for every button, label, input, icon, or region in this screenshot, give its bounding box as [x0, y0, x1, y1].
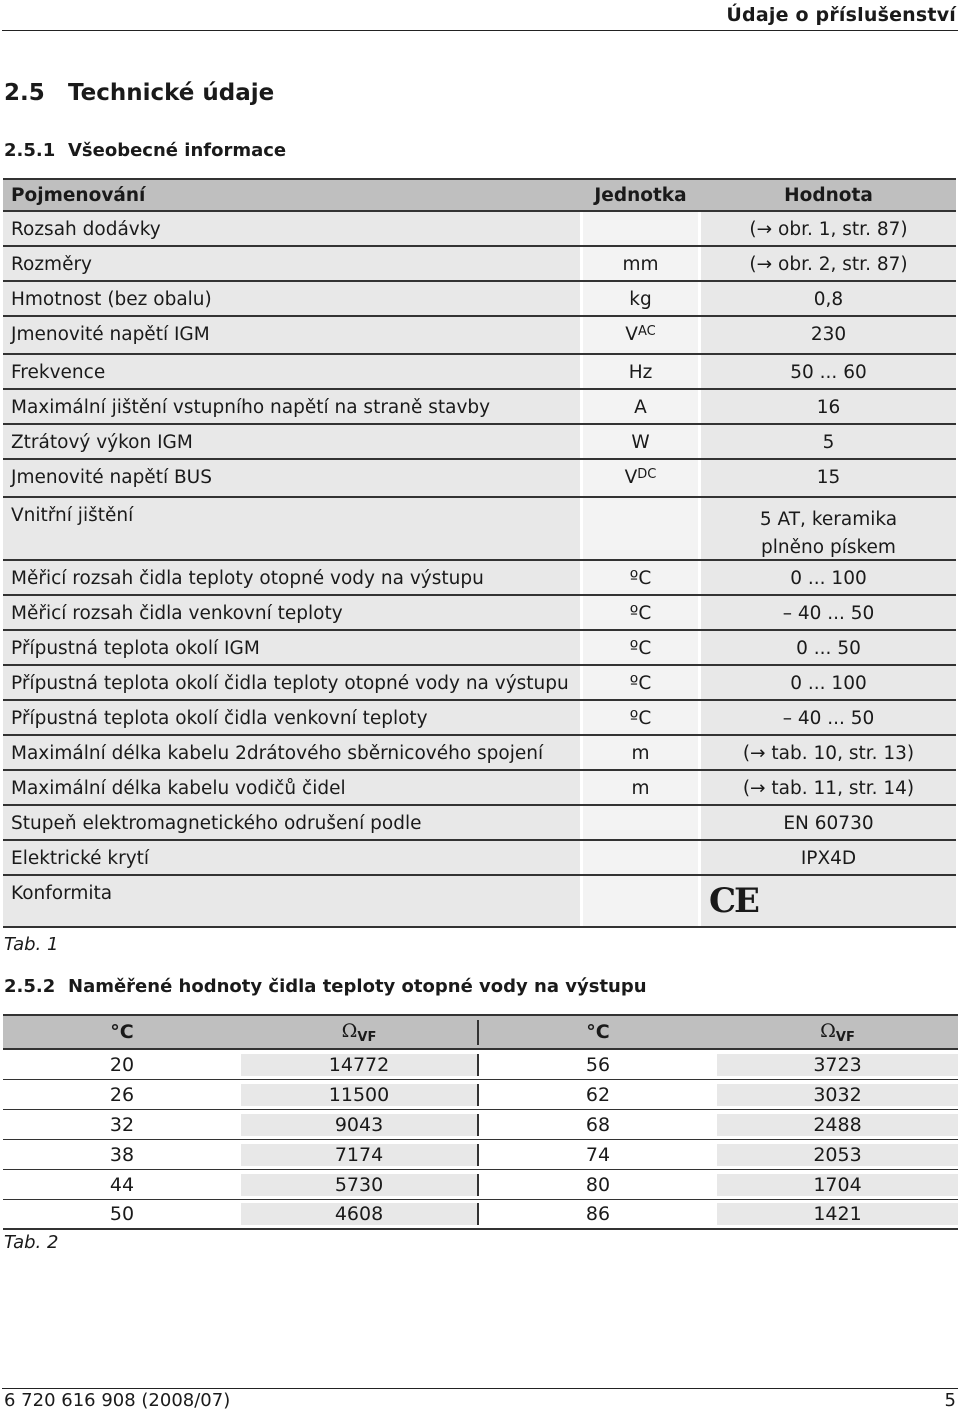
- cell-value: [701, 876, 956, 926]
- table-row: [3, 631, 956, 666]
- table-row: [3, 666, 956, 701]
- cell-unit: [583, 806, 698, 839]
- table-row: [3, 1110, 958, 1140]
- table-row: [3, 317, 956, 355]
- cell-name: Jmenovité napětí IGM: [3, 317, 580, 353]
- cell-name: Přípustná teplota okolí IGM: [3, 631, 580, 664]
- cell-resistance: 2053: [717, 1144, 958, 1166]
- table-row: [3, 498, 956, 561]
- cell-value: (→ tab. 11, str. 14): [701, 771, 956, 804]
- cell-name: Jmenovité napětí BUS: [3, 460, 580, 496]
- cell-value: (→ obr. 1, str. 87): [701, 212, 956, 245]
- cell-name: Přípustná teplota okolí čidla venkovní teploty: [3, 701, 580, 734]
- cell-temperature: 56: [479, 1054, 717, 1076]
- cell-name: Frekvence: [3, 355, 580, 388]
- sensor-values-table: [3, 1014, 958, 1230]
- table-row: [3, 841, 956, 876]
- cell-unit: [583, 876, 698, 926]
- cell-resistance: 7174: [241, 1144, 479, 1166]
- table-body: [3, 1050, 958, 1230]
- cell-name: Vnitřní jištění: [3, 498, 580, 559]
- table-row: [3, 1200, 958, 1230]
- cell-temperature: 68: [479, 1114, 717, 1136]
- cell-resistance: 5730: [241, 1174, 479, 1196]
- cell-value: 5: [701, 425, 956, 458]
- cell-unit: m: [583, 736, 698, 769]
- cell-value: (→ obr. 2, str. 87): [701, 247, 956, 280]
- cell-resistance: 3723: [717, 1054, 958, 1076]
- cell-value: 5 AT, keramika plněno pískem: [701, 498, 956, 559]
- table-row: [3, 876, 956, 928]
- cell-name: Hmotnost (bez obalu): [3, 282, 580, 315]
- cell-temperature: 62: [479, 1084, 717, 1106]
- cell-temperature: 32: [3, 1114, 241, 1136]
- table-caption-2: Tab. 2: [4, 1232, 59, 1253]
- page-number: 5: [944, 1390, 956, 1411]
- cell-unit: m: [583, 771, 698, 804]
- cell-unit: W: [583, 425, 698, 458]
- table-row: [3, 806, 956, 841]
- ce-mark-icon: CE: [709, 881, 758, 921]
- table-row: [3, 355, 956, 390]
- table-row: [3, 771, 956, 806]
- table-row: [3, 390, 956, 425]
- subsection-heading-general: [4, 140, 286, 161]
- header-value: Hodnota: [701, 180, 956, 210]
- cell-unit: kg: [583, 282, 698, 315]
- table-header-row: [3, 178, 956, 212]
- table-caption-1: Tab. 1: [4, 934, 59, 955]
- cell-value: 0 ... 50: [701, 631, 956, 664]
- cell-unit: ºC: [583, 631, 698, 664]
- cell-value: 230: [701, 317, 956, 353]
- subsection-title: Všeobecné informace: [68, 140, 287, 161]
- cell-name: Maximální délka kabelu vodičů čidel: [3, 771, 580, 804]
- subsection-heading-sensor: [4, 976, 647, 997]
- section-title: Technické údaje: [68, 80, 275, 106]
- cell-resistance: 4608: [241, 1203, 479, 1225]
- cell-unit: A: [583, 390, 698, 423]
- cell-value: – 40 ... 50: [701, 596, 956, 629]
- table-row: [3, 460, 956, 498]
- table-row: [3, 212, 956, 247]
- cell-unit: Hz: [583, 355, 698, 388]
- table-row: [3, 1170, 958, 1200]
- cell-unit: [583, 498, 698, 559]
- table-body: [3, 212, 956, 928]
- cell-unit: ºC: [583, 666, 698, 699]
- table-row: [3, 701, 956, 736]
- cell-resistance: 14772: [241, 1054, 479, 1076]
- header-resistance-1: $\Omega_{VF}$: [241, 1020, 479, 1045]
- cell-resistance: 1421: [717, 1203, 958, 1225]
- cell-name: Stupeň elektromagnetického odrušení podle: [3, 806, 580, 839]
- cell-name: Maximální jištění vstupního napětí na straně stavby: [3, 390, 580, 423]
- cell-temperature: 20: [3, 1054, 241, 1076]
- header-temp-2: °C: [586, 1021, 610, 1043]
- table-row: [3, 561, 956, 596]
- cell-name: Maximální délka kabelu 2drátového sběrnicového spojení: [3, 736, 580, 769]
- cell-value: 50 ... 60: [701, 355, 956, 388]
- document-number: 6 720 616 908 (2008/07): [4, 1390, 231, 1411]
- cell-temperature: 26: [3, 1084, 241, 1106]
- cell-temperature: 86: [479, 1203, 717, 1225]
- cell-temperature: 38: [3, 1144, 241, 1166]
- cell-unit: ºC: [583, 561, 698, 594]
- cell-temperature: 80: [479, 1174, 717, 1196]
- cell-unit: mm: [583, 247, 698, 280]
- cell-value: 15: [701, 460, 956, 496]
- cell-unit: ºC: [583, 701, 698, 734]
- cell-value: 16: [701, 390, 956, 423]
- running-header: Údaje o příslušenství: [726, 4, 956, 26]
- subsection-number: 2.5.1: [4, 140, 56, 161]
- cell-value: – 40 ... 50: [701, 701, 956, 734]
- subsection-title: Naměřené hodnoty čidla teploty otopné vody na výstupu: [68, 976, 647, 997]
- table-row: [3, 596, 956, 631]
- section-number: 2.5: [4, 80, 45, 106]
- header-resistance-2: $\Omega_{VF}$: [820, 1019, 855, 1045]
- cell-temperature: 74: [479, 1144, 717, 1166]
- cell-value: (→ tab. 10, str. 13): [701, 736, 956, 769]
- section-heading: [4, 80, 274, 106]
- cell-name: Měřicí rozsah čidla teploty otopné vody na výstupu: [3, 561, 580, 594]
- cell-name: Elektrické krytí: [3, 841, 580, 874]
- header-unit: Jednotka: [583, 180, 698, 210]
- table-row: [3, 1050, 958, 1080]
- footer-divider: [2, 1388, 958, 1389]
- header-temp-1: °C: [110, 1021, 134, 1043]
- cell-name: Měřicí rozsah čidla venkovní teploty: [3, 596, 580, 629]
- table-row: [3, 282, 956, 317]
- cell-name: Rozměry: [3, 247, 580, 280]
- table-row: [3, 736, 956, 771]
- header-divider: [2, 30, 958, 31]
- table-row: [3, 247, 956, 282]
- cell-unit: ºC: [583, 596, 698, 629]
- cell-value: IPX4D: [701, 841, 956, 874]
- table-row: [3, 1080, 958, 1110]
- cell-value: EN 60730: [701, 806, 956, 839]
- cell-name: Přípustná teplota okolí čidla teploty otopné vody na výstupu: [3, 666, 580, 699]
- cell-resistance: 3032: [717, 1084, 958, 1106]
- cell-resistance: 11500: [241, 1084, 479, 1106]
- subsection-number: 2.5.2: [4, 976, 56, 997]
- cell-name: Konformita: [3, 876, 580, 926]
- cell-resistance: 9043: [241, 1114, 479, 1136]
- cell-value: 0,8: [701, 282, 956, 315]
- cell-temperature: 44: [3, 1174, 241, 1196]
- cell-unit: V AC: [583, 317, 698, 353]
- table-row: [3, 1140, 958, 1170]
- cell-name: Ztrátový výkon IGM: [3, 425, 580, 458]
- technical-data-table: [3, 178, 956, 928]
- cell-resistance: 2488: [717, 1114, 958, 1136]
- table-row: [3, 425, 956, 460]
- cell-value: 0 ... 100: [701, 561, 956, 594]
- header-name: Pojmenování: [3, 180, 580, 210]
- cell-resistance: 1704: [717, 1174, 958, 1196]
- cell-unit: [583, 212, 698, 245]
- cell-name: Rozsah dodávky: [3, 212, 580, 245]
- cell-value: 0 ... 100: [701, 666, 956, 699]
- table-header-row: [3, 1016, 958, 1050]
- cell-unit: [583, 841, 698, 874]
- cell-unit: V DC: [583, 460, 698, 496]
- cell-temperature: 50: [3, 1203, 241, 1225]
